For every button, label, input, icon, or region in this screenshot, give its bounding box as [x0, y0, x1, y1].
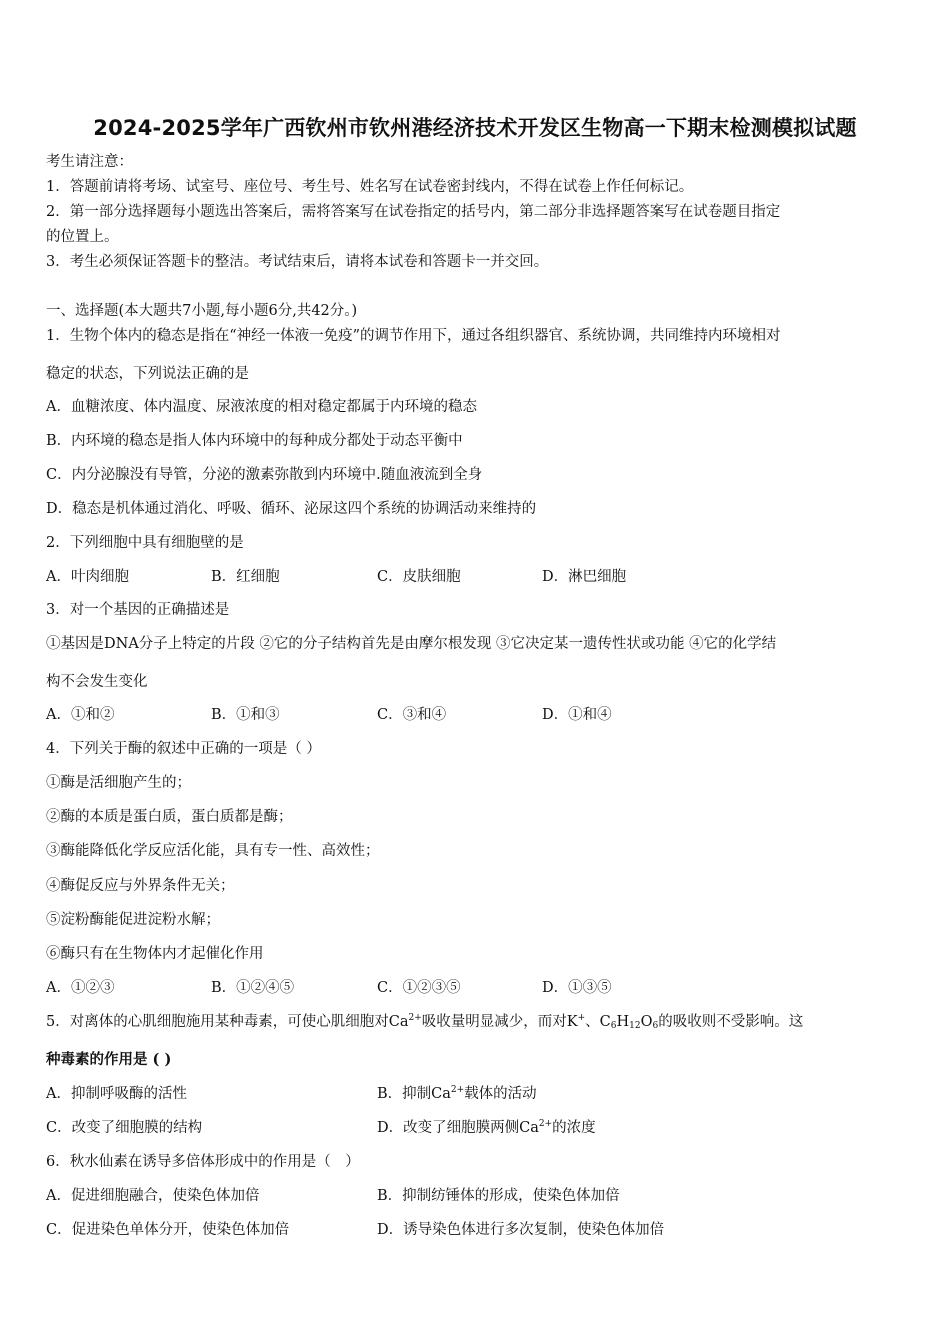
q4-stem: 4．下列关于酶的叙述中正确的一项是（ ） [46, 741, 321, 757]
q1-stem: 1．生物个体内的稳态是指在“神经一体液一免疫”的调节作用下，通过各组织器官、系统协调，共同维持内环境相对 [46, 328, 781, 344]
q6-option-a: A．促进细胞融合，使染色体加倍 [46, 1188, 260, 1204]
notice-item-1: 1．答题前请将考场、试室号、座位号、考生号、姓名写在试卷密封线内，不得在试卷上作任何标记。 [46, 179, 694, 195]
section-heading: 一、选择题(本大题共7小题,每小题6分,共42分。) [46, 303, 358, 319]
notice-heading: 考生请注意： [46, 154, 133, 170]
q4-option-b: B．①②④⑤ [211, 980, 295, 996]
q6-option-d: D．诱导染色体进行多次复制，使染色体加倍 [377, 1222, 665, 1238]
q3-statements-cont: 构不会发生变化 [46, 674, 148, 690]
q1-stem-cont: 稳定的状态，下列说法正确的是 [46, 366, 249, 382]
q4-statement-6: ⑥酶只有在生物体内才起催化作用 [46, 946, 264, 962]
q5-stem-cont: 种毒素的作用是 ( ) [46, 1051, 172, 1068]
q6-stem: 6．秋水仙素在诱导多倍体形成中的作用是（ ） [46, 1154, 360, 1170]
q2-stem: 2．下列细胞中具有细胞壁的是 [46, 535, 244, 551]
q4-option-d: D．①③⑤ [542, 980, 612, 996]
notice-item-2-cont: 的位置上。 [46, 229, 119, 245]
q4-statement-4: ④酶促反应与外界条件无关； [46, 878, 235, 894]
page-title: 2024-2025学年广西钦州市钦州港经济技术开发区生物高一下期末检测模拟试题 [93, 116, 857, 140]
q1-option-d: D．稳态是机体通过消化、呼吸、循环、泌尿这四个系统的协调活动来维持的 [46, 501, 537, 517]
q3-stem: 3．对一个基因的正确描述是 [46, 602, 230, 618]
q4-statement-5: ⑤淀粉酶能促进淀粉水解； [46, 912, 220, 928]
q6-option-b: B．抑制纺锤体的形成，使染色体加倍 [377, 1188, 620, 1204]
notice-item-3: 3．考生必须保证答题卡的整洁。考试结束后，请将本试卷和答题卡一并交回。 [46, 254, 549, 270]
q3-statements: ①基因是DNA分子上特定的片段 ②它的分子结构首先是由摩尔根发现 ③它决定某一遗传性状或功能 ④它的化学结 [46, 636, 777, 652]
q1-option-b: B．内环境的稳态是指人体内环境中的每种成分都处于动态平衡中 [46, 433, 463, 449]
q1-option-c: C．内分泌腺没有导管，分泌的激素弥散到内环境中.随血液流到全身 [46, 467, 483, 483]
q4-option-a: A．①②③ [46, 980, 115, 996]
q5-option-d: D．改变了细胞膜两侧$Ca^{2+}$的浓度 [377, 1119, 596, 1136]
q4-statement-1: ①酶是活细胞产生的； [46, 775, 191, 791]
notice-item-2: 2．第一部分选择题每小题选出答案后，需将答案写在试卷指定的括号内，第二部分非选择题答案写在试卷题目指定 [46, 204, 781, 220]
q4-statement-2: ②酶的本质是蛋白质，蛋白质都是酶； [46, 809, 293, 825]
q2-option-b: B．红细胞 [211, 569, 280, 585]
q5-option-c: C．改变了细胞膜的结构 [46, 1120, 203, 1136]
q5-option-a: A．抑制呼吸酶的活性 [46, 1086, 187, 1102]
q3-option-b: B．①和③ [211, 707, 280, 723]
q5-option-b: B．抑制$Ca^{2+}$载体的活动 [377, 1085, 537, 1102]
q2-option-c: C．皮肤细胞 [377, 569, 461, 585]
q2-option-a: A．叶肉细胞 [46, 569, 129, 585]
q6-option-c: C．促进染色单体分开，使染色体加倍 [46, 1222, 290, 1238]
q3-option-c: C．③和④ [377, 707, 447, 723]
q2-option-d: D．淋巴细胞 [542, 569, 627, 585]
q1-option-a: A．血糖浓度、体内温度、尿液浓度的相对稳定都属于内环境的稳态 [46, 399, 477, 415]
q4-option-c: C．①②③⑤ [377, 980, 461, 996]
q3-option-a: A．①和② [46, 707, 115, 723]
q3-option-d: D．①和④ [542, 707, 612, 723]
q5-stem: 5．对离体的心肌细胞施用某种毒素，可使心肌细胞对$Ca^{2+}$吸收量明显减少，而对K+、$C_6H_{12}O_6$的吸收则不受影响。这 [46, 1013, 804, 1031]
q4-statement-3: ③酶能降低化学反应活化能，具有专一性、高效性； [46, 843, 380, 859]
